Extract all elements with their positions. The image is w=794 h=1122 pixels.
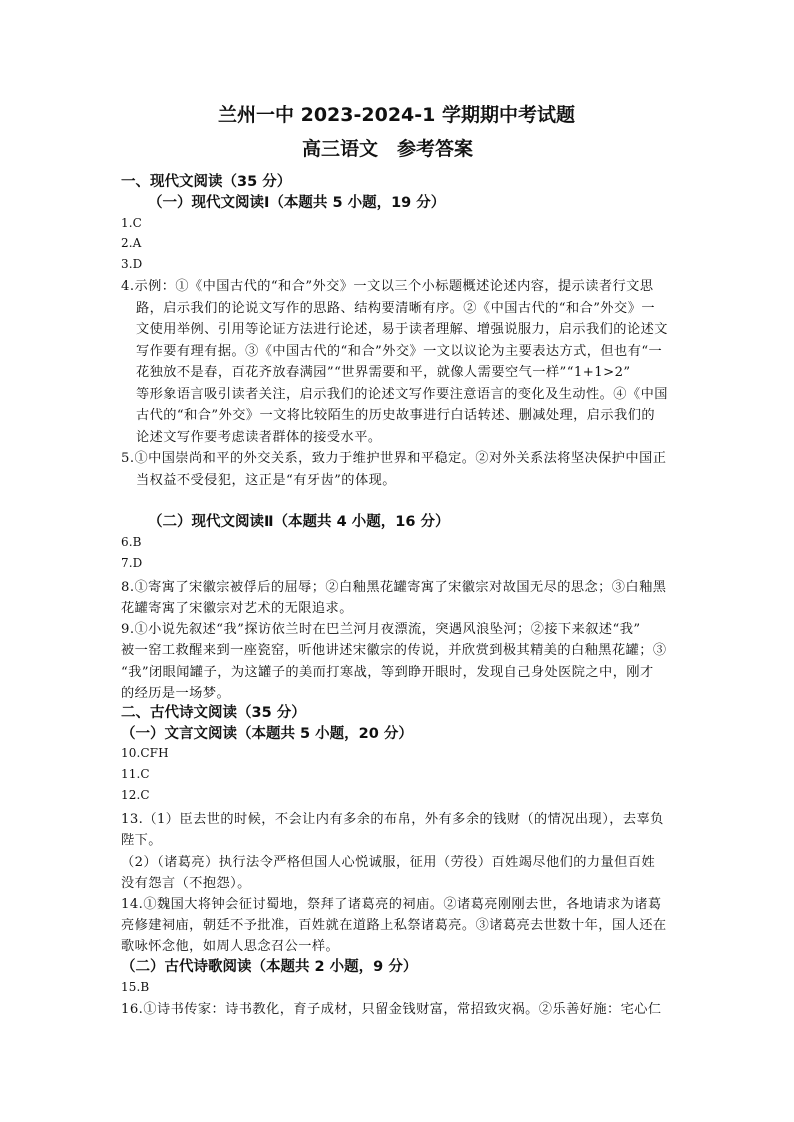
answer-14-line: 亮修建祠庙，朝廷不予批准，百姓就在道路上私祭诸葛亮。③诸葛亮去世数十年，国人还在	[121, 918, 667, 933]
answer-4-line: 等形象语言吸引读者关注，启示我们的论述文写作要注意语言的变化及生动性。④《中国	[136, 387, 668, 402]
answer-4-line: 文使用举例、引用等论证方法进行论述，易于读者理解、增强说服力，启示我们的论述文	[136, 322, 668, 337]
answer-4-line: 花独放不是春，百花齐放春满园”“世界需要和平，就像人需要空气一样”“1+1>2”	[136, 365, 631, 380]
document-title: 兰州一中 2023-2024-1 学期期中考试题	[218, 104, 575, 126]
subsection-heading: （二）古代诗歌阅读（本题共 2 小题，9 分）	[121, 959, 418, 975]
section-heading: 一、现代文阅读（35 分）	[121, 174, 292, 190]
answer-9-line: 被一窑工救醒来到一座瓷窑，听他讲述宋徽宗的传说，并欣赏到极其精美的白釉黑花罐；③	[121, 643, 667, 658]
answer-15: 15.B	[121, 980, 150, 994]
answer-8-line: 花罐寄寓了宋徽宗对艺术的无限追求。	[121, 601, 353, 616]
answer-13-line: 陛下。	[121, 833, 162, 848]
answer-13-line: 13.（1）臣去世的时候，不会让内有多余的布帛，外有多余的钱财（的情况出现），去辜负	[121, 812, 664, 827]
answer-9-line: “我”闭眼闻罐子，为这罐子的美而打寒战，等到睁开眼时，发现自己身处医院之中，刚才	[121, 665, 654, 680]
answer-14-line: 14.①魏国大将钟会征讨蜀地，祭拜了诸葛亮的祠庙。②诸葛亮刚刚去世，各地请求为诸葛	[121, 897, 662, 912]
answer-14-line: 歌咏怀念他，如周人思念召公一样。	[121, 939, 340, 954]
subsection-heading: （二）现代文阅读Ⅱ（本题共 4 小题，16 分）	[148, 514, 450, 530]
answer-5-line: 5.①中国崇尚和平的外交关系，致力于维护世界和平稳定。②对外关系法将坚决保护中国正	[121, 451, 667, 466]
answer-2: 2.A	[121, 236, 142, 250]
answer-12: 12.C	[121, 788, 150, 802]
answer-4-line: 写作要有理有据。③《中国古代的“和合”外交》一文以议论为主要表达方式，但也有“一	[136, 344, 663, 359]
answer-6: 6.B	[121, 535, 142, 549]
answer-11: 11.C	[121, 767, 150, 781]
answer-4-line: 论述文写作要考虑读者群体的接受水平。	[136, 430, 382, 445]
answer-4-line: 古代的“和合”外交》一文将比较陌生的历史故事进行白话转述、删减处理，启示我们的	[136, 408, 655, 423]
answer-16-line: 16.①诗书传家：诗书教化，育子成材，只留金钱财富，常招致灾祸。②乐善好施：宅心仁	[121, 1002, 662, 1017]
answer-9-line: 9.①小说先叙述“我”探访依兰时在巴兰河月夜漂流，突遇风浪坠河；②接下来叙述“我”	[121, 622, 641, 637]
answer-10: 10.CFH	[121, 746, 169, 760]
answer-3: 3.D	[121, 257, 143, 271]
answer-4-line: 4.示例：①《中国古代的“和合”外交》一文以三个小标题概述论述内容，提示读者行文思	[121, 279, 654, 294]
answer-7: 7.D	[121, 556, 143, 570]
answer-13-line: （2）（诸葛亮）执行法令严格但国人心悦诚服，征用（劳役）百姓竭尽他们的力量但百姓	[121, 855, 656, 870]
answer-1: 1.C	[121, 216, 142, 230]
answer-9-line: 的经历是一场梦。	[121, 686, 231, 701]
answer-5-line: 当权益不受侵犯，这正是“有牙齿”的体现。	[136, 473, 396, 488]
subsection-heading: （一）现代文阅读Ⅰ（本题共 5 小题，19 分）	[148, 195, 446, 211]
section-heading: 二、古代诗文阅读（35 分）	[121, 705, 306, 721]
answer-4-line: 路，启示我们的论说文写作的思路、结构要清晰有序。②《中国古代的“和合”外交》一	[136, 301, 655, 316]
answer-8-line: 8.①寄寓了宋徽宗被俘后的屈辱；②白釉黑花罐寄寓了宋徽宗对故国无尽的思念；③白釉黑	[121, 580, 667, 595]
subsection-heading: （一）文言文阅读（本题共 5 小题，20 分）	[121, 726, 413, 742]
document-subtitle: 高三语文 参考答案	[302, 138, 474, 160]
answer-13-line: 没有怨言（不抱怨）。	[121, 876, 251, 891]
